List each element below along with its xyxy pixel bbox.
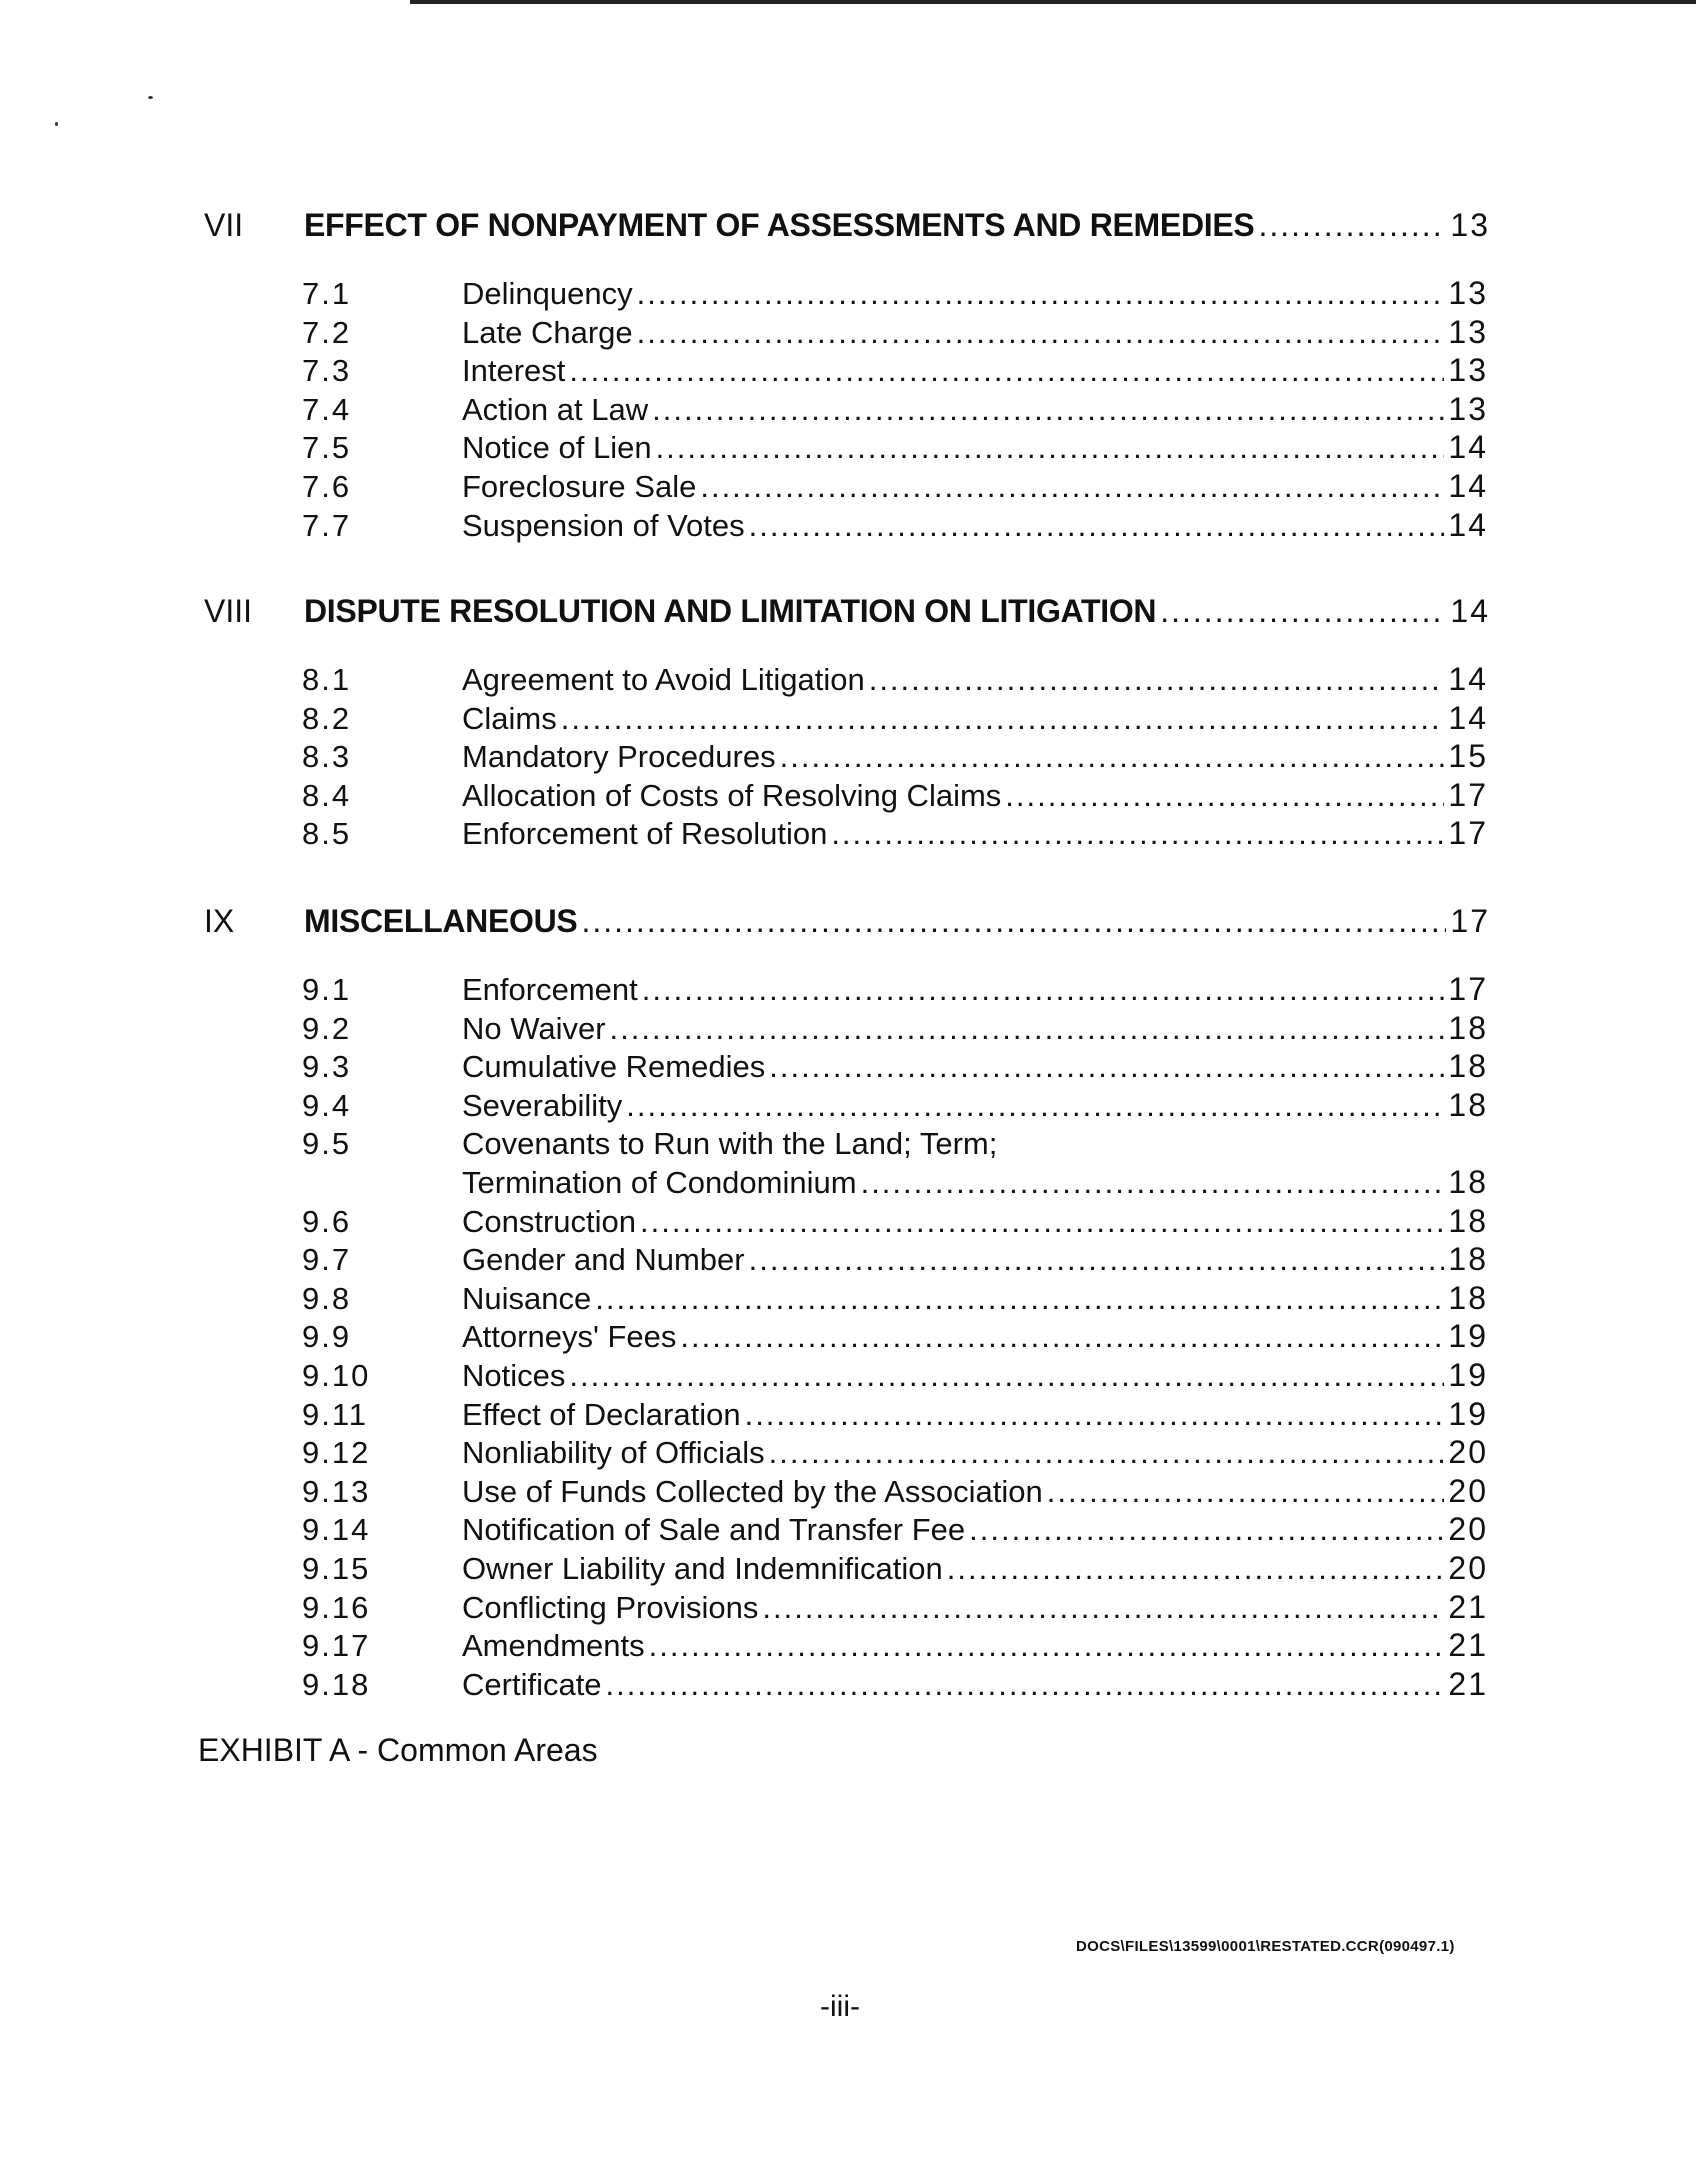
toc-section-row[interactable]	[302, 1009, 1488, 1047]
toc-section-row[interactable]	[302, 1356, 1488, 1394]
section-page-number: 21	[1448, 1665, 1488, 1702]
dot-leader	[581, 903, 1446, 940]
section-page-number: 13	[1448, 390, 1488, 427]
section-page-number: 14	[1448, 429, 1488, 466]
section-title: Conflicting Provisions	[462, 1589, 759, 1625]
section-page-number: 14	[1448, 468, 1488, 504]
toc-section-row[interactable]	[302, 1665, 1488, 1703]
dot-leader	[561, 701, 1445, 737]
dot-leader	[610, 1011, 1445, 1047]
dot-leader	[749, 1242, 1445, 1278]
section-title: Effect of Declaration	[462, 1396, 741, 1432]
dot-leader	[606, 1667, 1445, 1703]
scan-speck	[148, 96, 153, 99]
section-page-number: 18	[1448, 1241, 1488, 1278]
section-page-number: 13	[1448, 313, 1488, 350]
section-title: Attorneys' Fees	[462, 1319, 677, 1355]
dot-leader	[762, 1590, 1444, 1626]
toc-section-row[interactable]	[302, 1086, 1488, 1124]
toc-section-row[interactable]	[302, 1047, 1488, 1085]
section-page-number: 13	[1448, 275, 1488, 311]
toc-section-row[interactable]	[302, 1240, 1488, 1278]
section-page-number: 21	[1448, 1588, 1488, 1625]
dot-leader	[642, 972, 1445, 1008]
section-title: Gender and Number	[462, 1242, 745, 1278]
section-number: 7.7	[302, 507, 352, 543]
toc-section-row[interactable]	[302, 776, 1488, 814]
section-page-number: 14	[1448, 661, 1488, 697]
section-page-number: 20	[1448, 1434, 1488, 1471]
toc-section-row[interactable]	[302, 1588, 1488, 1626]
dot-leader	[680, 1319, 1444, 1355]
toc-section-row[interactable]	[302, 970, 1488, 1008]
dot-leader	[1258, 207, 1446, 244]
toc-section-row[interactable]	[302, 467, 1488, 505]
dot-leader	[637, 276, 1445, 312]
section-page-number: 19	[1448, 1395, 1488, 1432]
article-title: EFFECT OF NONPAYMENT OF ASSESSMENTS AND REMEDIES	[304, 207, 1255, 243]
article-title: DISPUTE RESOLUTION AND LIMITATION ON LITIGATION	[304, 593, 1157, 629]
section-title: Action at Law	[462, 391, 649, 427]
section-title: Nonliability of Officials	[462, 1435, 765, 1471]
toc-section-row[interactable]	[302, 313, 1488, 351]
dot-leader	[769, 1435, 1445, 1471]
section-number: 9.12	[302, 1435, 371, 1471]
toc-section-row[interactable]	[302, 274, 1488, 312]
section-page-number: 18	[1448, 1202, 1488, 1239]
toc-section-row[interactable]	[302, 1549, 1488, 1587]
toc-article-row[interactable]	[204, 196, 1490, 244]
section-number: 9.16	[302, 1589, 371, 1625]
section-page-number: 17	[1448, 776, 1488, 813]
toc-section-row[interactable]	[302, 1124, 1488, 1162]
section-number: 9.14	[302, 1512, 371, 1548]
toc-section-row[interactable]	[302, 814, 1488, 852]
dot-leader	[640, 1204, 1444, 1240]
section-number: 9.9	[302, 1319, 352, 1355]
dot-leader	[780, 739, 1445, 775]
dot-leader	[569, 353, 1444, 389]
exhibit-line: EXHIBIT A - Common Areas	[198, 1732, 598, 1768]
toc-section-row[interactable]	[302, 1279, 1488, 1317]
section-page-number: 20	[1448, 1511, 1488, 1548]
toc-section-row[interactable]	[302, 351, 1488, 389]
section-number: 7.5	[302, 430, 352, 466]
dot-leader	[947, 1551, 1445, 1587]
section-title: Interest	[462, 353, 566, 389]
section-page-number: 17	[1448, 815, 1488, 852]
toc-section-row[interactable]	[302, 1626, 1488, 1664]
document-reference: DOCS\FILES\13599\0001\RESTATED.CCR(090497.1)	[1076, 1938, 1455, 1955]
toc-section-row[interactable]	[302, 428, 1488, 466]
section-number: 7.2	[302, 314, 352, 350]
section-title: Suspension of Votes	[462, 507, 745, 543]
section-number: 8.3	[302, 739, 352, 775]
section-title: Owner Liability and Indemnification	[462, 1551, 943, 1586]
toc-section-row[interactable]	[302, 1472, 1488, 1510]
section-number: 9.5	[302, 1126, 352, 1162]
page-number: -iii-	[820, 1990, 860, 2023]
toc-section-row[interactable]	[302, 1510, 1488, 1548]
section-number: 9.17	[302, 1628, 371, 1664]
section-page-number: 20	[1448, 1472, 1488, 1509]
dot-leader	[595, 1281, 1444, 1317]
toc-section-row[interactable]	[302, 390, 1488, 428]
dot-leader	[1160, 593, 1446, 630]
dot-leader	[1047, 1474, 1445, 1510]
section-number: 9.2	[302, 1010, 352, 1046]
toc-article-row[interactable]	[204, 582, 1490, 630]
section-title: Mandatory Procedures	[462, 739, 776, 775]
dot-leader	[1005, 778, 1444, 814]
section-page-number: 20	[1448, 1550, 1488, 1586]
dot-leader	[656, 430, 1445, 466]
toc-section-row[interactable]	[302, 699, 1488, 737]
scan-edge-line	[410, 0, 1696, 4]
section-title: Construction	[462, 1203, 637, 1239]
dot-leader	[745, 1397, 1445, 1433]
dot-leader	[637, 315, 1445, 351]
dot-leader	[769, 1049, 1444, 1085]
section-title: Late Charge	[462, 314, 633, 350]
dot-leader	[749, 508, 1445, 544]
section-title: Nuisance	[462, 1280, 592, 1316]
section-number: 9.1	[302, 972, 352, 1007]
section-title: Agreement to Avoid Litigation	[462, 662, 865, 697]
dot-leader	[652, 392, 1444, 428]
section-page-number: 18	[1448, 1279, 1488, 1316]
dot-leader	[569, 1358, 1444, 1394]
section-page-number: 19	[1448, 1318, 1488, 1355]
section-number: 9.3	[302, 1049, 352, 1085]
section-page-number: 14	[1448, 506, 1488, 543]
section-title: Foreclosure Sale	[462, 469, 697, 504]
dot-leader	[869, 662, 1445, 698]
toc-section-row[interactable]	[302, 737, 1488, 775]
article-page-number: 17	[1450, 903, 1490, 939]
section-title: Covenants to Run with the Land; Term;	[462, 1126, 998, 1162]
section-number: 7.1	[302, 276, 352, 311]
toc-section-row[interactable]	[302, 1433, 1488, 1471]
toc-section-row[interactable]	[302, 1202, 1488, 1240]
section-number: 8.5	[302, 816, 352, 852]
section-title: Enforcement	[462, 972, 638, 1007]
section-number: 9.4	[302, 1087, 352, 1123]
section-page-number: 13	[1448, 352, 1488, 389]
section-number: 9.6	[302, 1203, 352, 1239]
section-title: Severability	[462, 1087, 623, 1123]
section-number: 9.10	[302, 1358, 371, 1393]
dot-leader	[969, 1512, 1444, 1548]
section-page-number: 17	[1448, 971, 1488, 1007]
section-number: 7.3	[302, 353, 352, 389]
section-title: Claims	[462, 700, 557, 736]
section-title: Delinquency	[462, 276, 633, 311]
section-title: Use of Funds Collected by the Association	[462, 1473, 1043, 1509]
section-page-number: 18	[1448, 1009, 1488, 1046]
scan-speck	[55, 122, 58, 126]
dot-leader	[649, 1628, 1445, 1664]
article-number: VIII	[204, 593, 253, 629]
section-title: Amendments	[462, 1628, 645, 1664]
toc-section-row[interactable]	[302, 1395, 1488, 1433]
section-number: 7.6	[302, 469, 352, 504]
section-page-number: 18	[1448, 1164, 1488, 1200]
section-title: Cumulative Remedies	[462, 1049, 766, 1085]
article-number: IX	[204, 903, 235, 939]
toc-section-row-continued[interactable]	[302, 1163, 1488, 1201]
section-title: Enforcement of Resolution	[462, 816, 828, 852]
section-title: Certificate	[462, 1666, 602, 1702]
section-number: 9.13	[302, 1473, 371, 1509]
section-number: 9.15	[302, 1551, 371, 1586]
toc-section-row[interactable]	[302, 660, 1488, 698]
article-title: MISCELLANEOUS	[304, 903, 578, 939]
section-number: 9.11	[302, 1396, 369, 1432]
toc-article-row[interactable]	[204, 892, 1490, 940]
section-page-number: 19	[1448, 1357, 1488, 1393]
section-title: Allocation of Costs of Resolving Claims	[462, 777, 1002, 813]
section-number: 8.1	[302, 662, 352, 697]
section-number: 9.7	[302, 1242, 352, 1278]
dot-leader	[861, 1165, 1445, 1201]
section-title: Notice of Lien	[462, 430, 652, 466]
section-number: 9.8	[302, 1280, 352, 1316]
section-number: 9.18	[302, 1666, 371, 1702]
dot-leader	[831, 816, 1444, 852]
section-title: No Waiver	[462, 1010, 606, 1046]
section-number: 8.4	[302, 777, 352, 813]
section-number: 7.4	[302, 391, 352, 427]
section-title: Notices	[462, 1358, 566, 1393]
section-page-number: 21	[1448, 1627, 1488, 1664]
section-page-number: 18	[1448, 1048, 1488, 1085]
section-page-number: 15	[1448, 738, 1488, 775]
article-page-number: 14	[1450, 593, 1490, 629]
article-number: VII	[204, 207, 244, 243]
section-title-continued: Termination of Condominium	[462, 1165, 857, 1200]
section-number: 8.2	[302, 700, 352, 736]
toc-section-row[interactable]	[302, 1317, 1488, 1355]
dot-leader	[626, 1088, 1444, 1124]
section-title: Notification of Sale and Transfer Fee	[462, 1512, 966, 1548]
article-page-number: 13	[1450, 207, 1490, 243]
dot-leader	[700, 469, 1444, 505]
section-page-number: 14	[1448, 699, 1488, 736]
section-page-number: 18	[1448, 1086, 1488, 1123]
toc-section-row[interactable]	[302, 506, 1488, 544]
